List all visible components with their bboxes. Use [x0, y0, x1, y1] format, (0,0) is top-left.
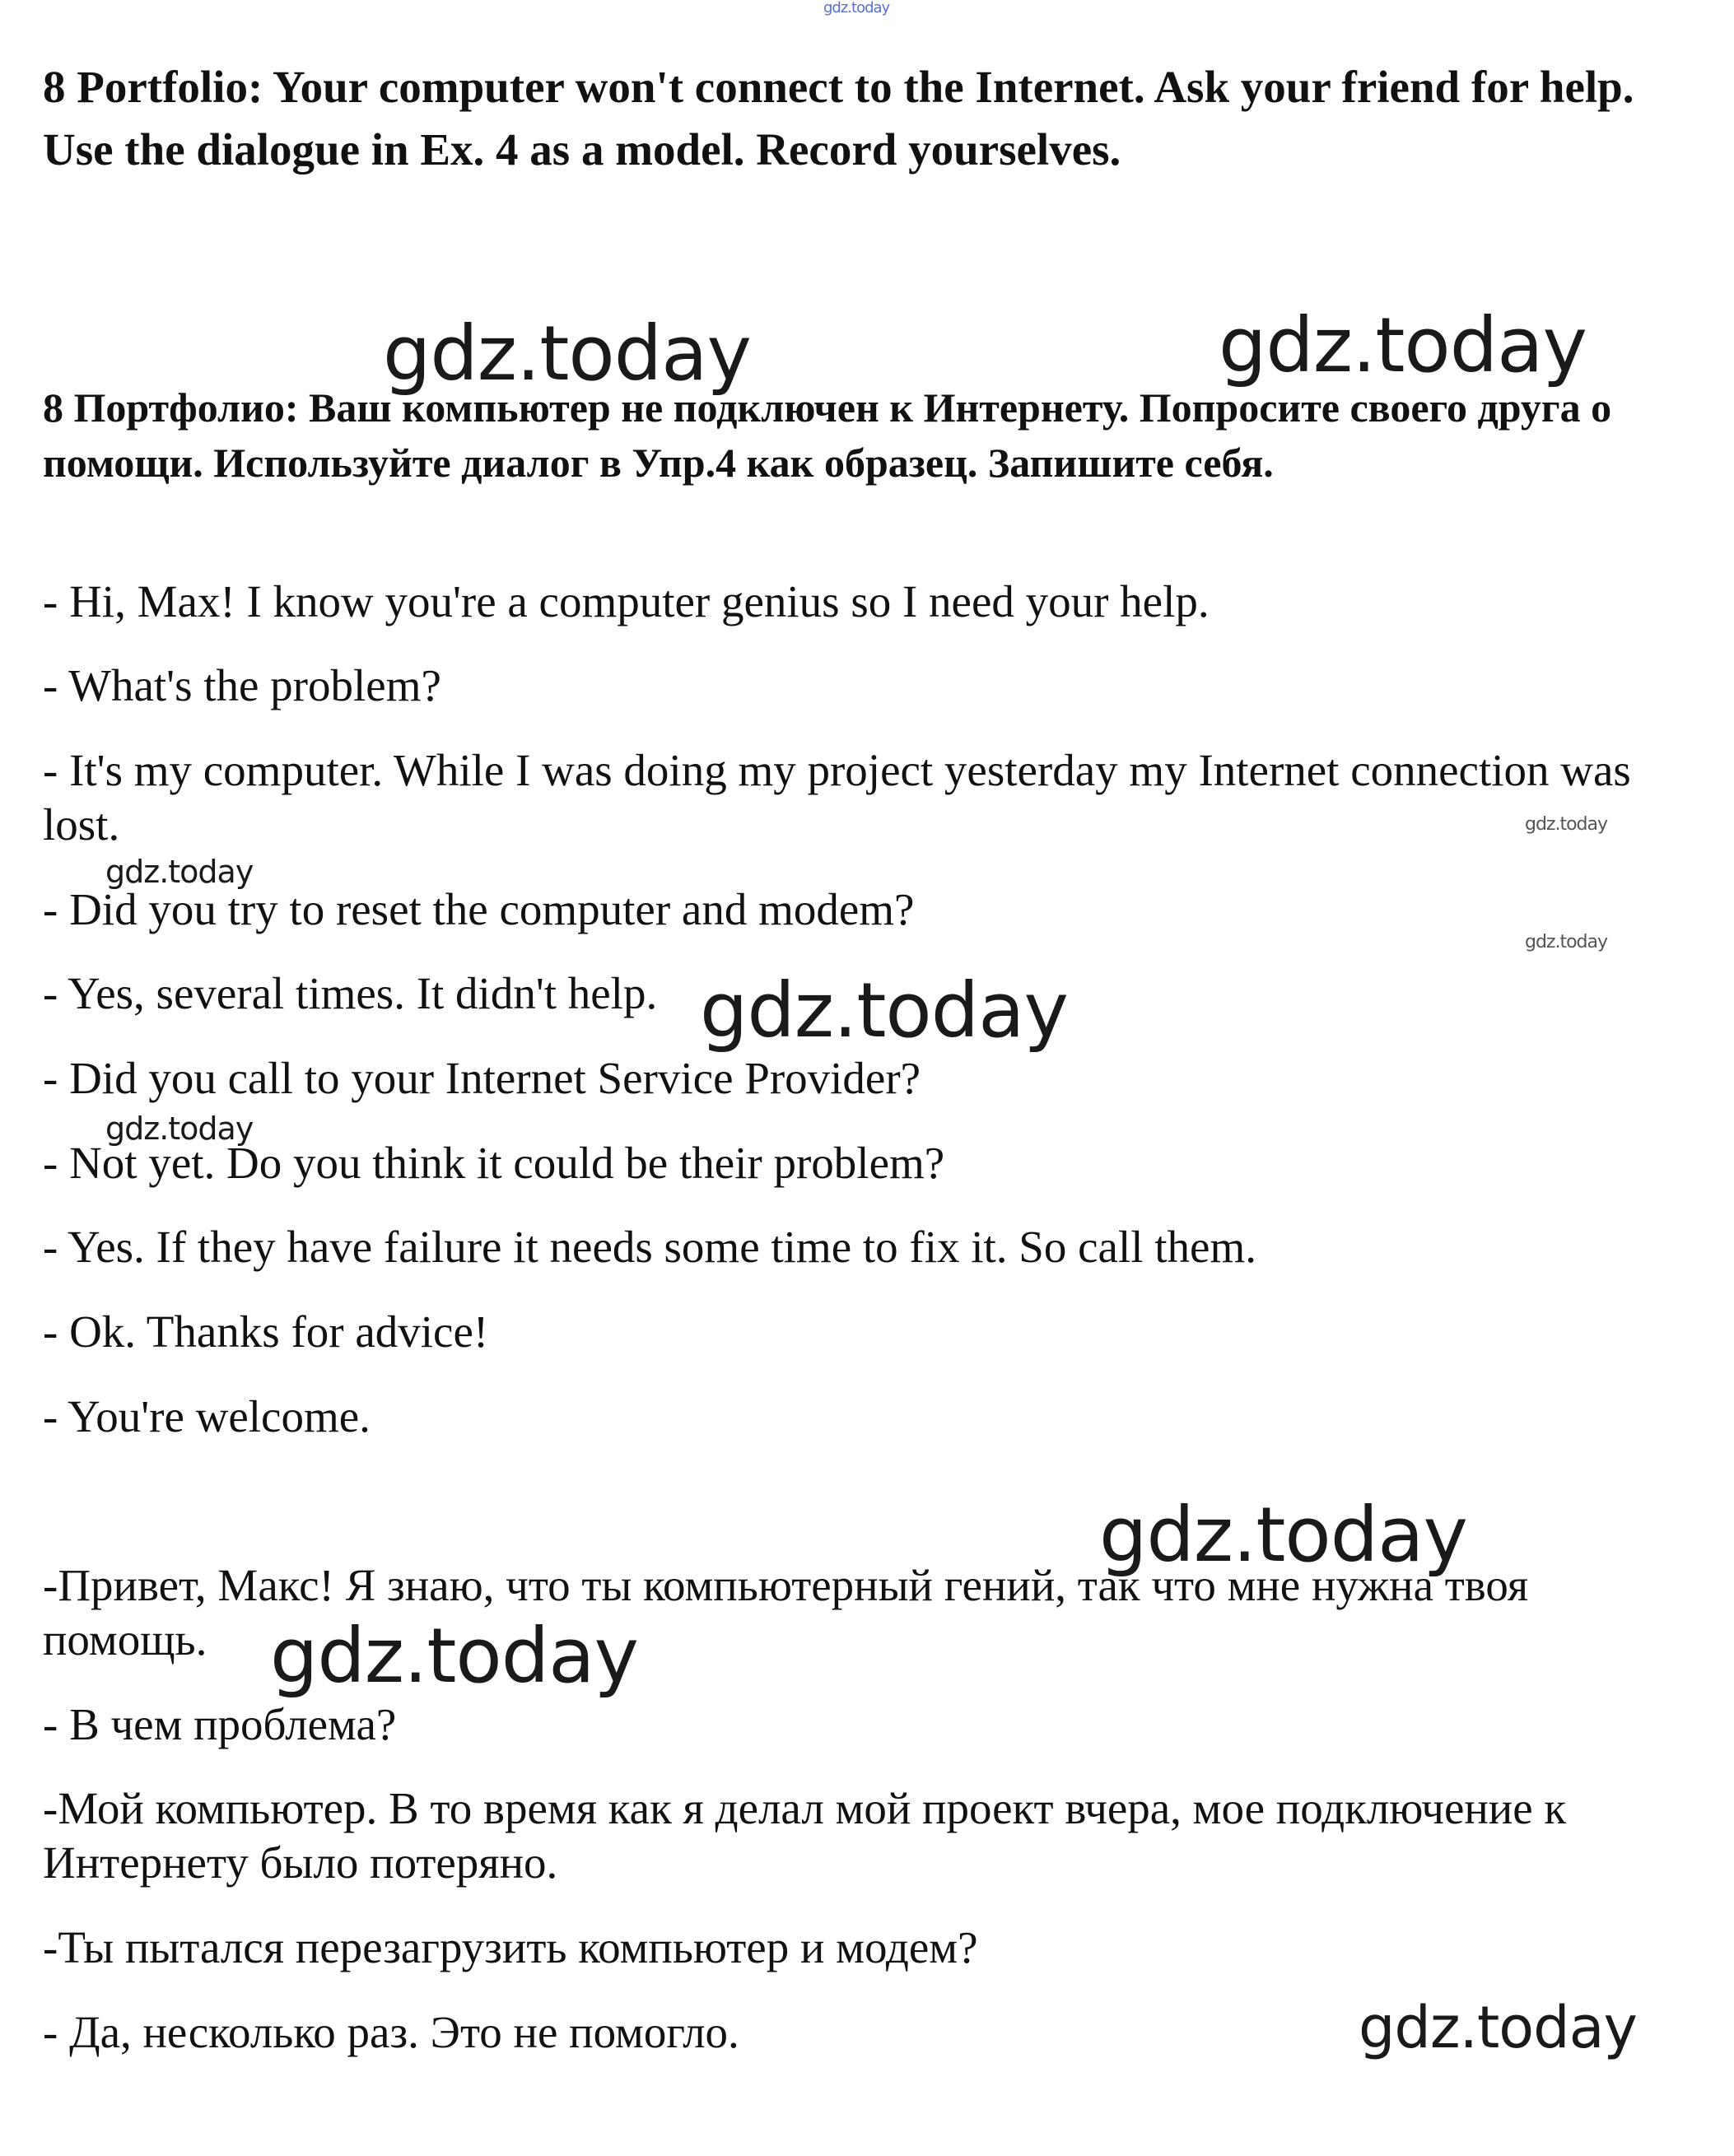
watermark-7: gdz.today	[105, 1111, 254, 1147]
dialogue-en-line: - Did you call to your Internet Service Provider?	[43, 1053, 921, 1103]
watermark-5: gdz.today	[1525, 932, 1608, 952]
watermark-9: gdz.today	[270, 1612, 638, 1700]
watermark-8: gdz.today	[1099, 1491, 1467, 1579]
watermark-6: gdz.today	[700, 966, 1068, 1055]
task-heading-ru: 8 Портфолио: Ваш компьютер не подключен к Интернету. Попросите своего друга о помощи. Используйте диалог в Упр.4 как образец. Запишите себя.	[43, 384, 1612, 486]
watermark-1: gdz.today	[383, 310, 751, 398]
watermark-3: gdz.today	[1525, 814, 1608, 835]
dialogue-ru-line: -Мой компьютер. В то время как я делал мой проект вчера, мое подключение к Интернету было потеряно.	[43, 1783, 1567, 1888]
dialogue-ru-line: - Да, несколько раз. Это не помогло.	[43, 2007, 739, 2057]
task-heading-en: 8 Portfolio: Your computer won't connect to the Internet. Ask your friend for help. Use the dialogue in Ex. 4 as a model. Record yourselves.	[43, 62, 1634, 175]
dialogue-en-line: - Yes. If they have failure it needs some time to fix it. So call them.	[43, 1222, 1256, 1272]
dialogue-en-line: - Did you try to reset the computer and modem?	[43, 884, 915, 934]
dialogue-ru-line: -Ты пытался перезагрузить компьютер и модем?	[43, 1922, 978, 1972]
watermark-2: gdz.today	[1219, 301, 1587, 389]
dialogue-en-line: - Hi, Max! I know you're a computer genius so I need your help.	[43, 576, 1210, 626]
dialogue-en-line: - Not yet. Do you think it could be their problem?	[43, 1138, 945, 1188]
dialogue-en-line: - What's the problem?	[43, 660, 441, 710]
dialogue-ru-line: - В чем проблема?	[43, 1699, 397, 1749]
watermark-10: gdz.today	[1359, 1994, 1637, 2061]
dialogue-en-line: - Ok. Thanks for advice!	[43, 1306, 489, 1357]
dialogue-en-line: - It's my computer. While I was doing my project yesterday my Internet connection was lost.	[43, 745, 1631, 850]
watermark-4: gdz.today	[105, 854, 254, 890]
dialogue-en-line: - You're welcome.	[43, 1391, 371, 1441]
dialogue-en-line: - Yes, several times. It didn't help.	[43, 968, 658, 1018]
dialogue-ru-line: -Привет, Макс! Я знаю, что ты компьютерный гений, так что мне нужна твоя помощь.	[43, 1560, 1529, 1665]
watermark-top: gdz.today	[823, 0, 890, 16]
